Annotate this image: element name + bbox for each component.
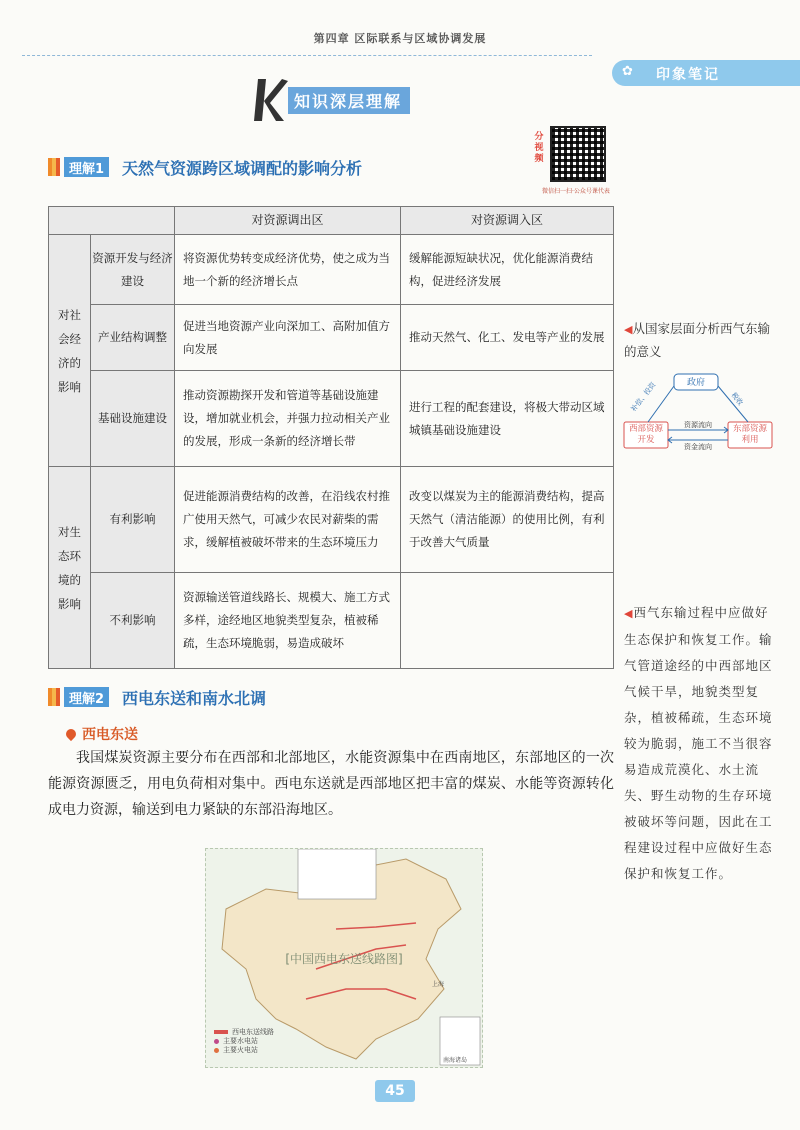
cell-in: 缓解能源短缺状况，优化能源消费结构，促进经济发展 bbox=[401, 235, 614, 305]
section-banner bbox=[250, 75, 420, 125]
side-note-2 bbox=[624, 600, 774, 887]
cell-in bbox=[401, 573, 614, 669]
qr-label: 分视频 bbox=[534, 132, 544, 164]
triangle-left-icon: ◀ bbox=[624, 607, 634, 620]
leaf-icon bbox=[64, 727, 78, 741]
cell-in: 进行工程的配套建设，将极大带动区域城镇基础设施建设 bbox=[401, 371, 614, 467]
page-number: 45 bbox=[375, 1080, 415, 1102]
row-label: 产业结构调整 bbox=[91, 305, 175, 371]
top-divider bbox=[22, 55, 592, 56]
legend-item: 主要水电站 bbox=[223, 1037, 258, 1045]
side-note-1 bbox=[624, 318, 774, 363]
table-corner bbox=[49, 207, 175, 235]
row-label: 资源开发与经济建设 bbox=[91, 235, 175, 305]
diagram-edge-right: 税收 bbox=[729, 391, 745, 407]
row-label: 基础设施建设 bbox=[91, 371, 175, 467]
qr-block[interactable] bbox=[532, 126, 612, 196]
row-label: 有利影响 bbox=[91, 467, 175, 573]
row-label: 不利影响 bbox=[91, 573, 175, 669]
group-label-economy: 对社会经济的影响 bbox=[49, 235, 91, 467]
section-title: 天然气资源跨区域调配的影响分析 bbox=[122, 159, 363, 178]
impact-table bbox=[48, 206, 614, 669]
subsection-title bbox=[66, 724, 138, 744]
flow-diagram bbox=[622, 372, 778, 452]
bird-icon: ✿ bbox=[622, 64, 633, 79]
cell-out: 资源输送管道线路长、规模大、施工方式多样，途经地区地貌类型复杂，植被稀疏，生态环境脆弱，易造成破坏 bbox=[175, 573, 401, 669]
legend-item: 主要火电站 bbox=[223, 1046, 258, 1054]
qr-code-icon[interactable] bbox=[550, 126, 606, 182]
section-tag: 理解1 bbox=[64, 157, 109, 177]
diagram-flow-resource: 资源流向 bbox=[684, 421, 712, 429]
side-note-1-text: 从国家层面分析西气东输的意义 bbox=[624, 321, 770, 359]
banner-title: 知识深层理解 bbox=[288, 87, 410, 114]
diagram-flow-capital: 资金流向 bbox=[684, 443, 712, 451]
section-heading-1 bbox=[48, 156, 468, 178]
map-place-label: 上海 bbox=[432, 981, 445, 988]
triangle-left-icon: ◀ bbox=[624, 323, 633, 336]
note-tab-label: 印象笔记 bbox=[656, 67, 720, 83]
cell-in: 改变以煤炭为主的能源消费结构，提高天然气（清洁能源）的使用比例，有利于改善大气质量 bbox=[401, 467, 614, 573]
qr-caption: 微信扫一扫·公众号课代表 bbox=[542, 188, 610, 195]
note-tab bbox=[612, 60, 800, 86]
cell-out: 将资源优势转变成经济优势，使之成为当地一个新的经济增长点 bbox=[175, 235, 401, 305]
body-paragraph: 我国煤炭资源主要分布在西部和北部地区，水能资源集中在西南地区，东部地区的一次能源资源匮乏，用电负荷相对集中。西电东送就是西部地区把丰富的煤炭、水能等资源转化成电力资源，输送到电力紧缺的东部沿海地区。 bbox=[48, 750, 614, 818]
diagram-node-gov: 政府 bbox=[686, 378, 705, 388]
diagram-edge-left: 补偿、投资 bbox=[629, 380, 658, 414]
cell-out: 促进当地资源产业向深加工、高附加值方向发展 bbox=[175, 305, 401, 371]
section-title: 西电东送和南水北调 bbox=[122, 689, 267, 708]
subsection-title-text: 西电东送 bbox=[82, 727, 138, 743]
cell-in: 推动天然气、化工、发电等产业的发展 bbox=[401, 305, 614, 371]
legend-item: 西电东送线路 bbox=[232, 1028, 274, 1036]
side-note-2-text: 西气东输过程中应做好生态保护和恢复工作。输气管道途经的中西部地区气候干旱，地貌类型复杂，植被稀疏，生态环境较为脆弱，施工不当很容易造成荒漠化、水土流失、野生动物的生存环境被破坏等问题，因此在工程建设过程中应做好生态保护和恢复工作。 bbox=[624, 605, 773, 881]
map-legend bbox=[214, 1028, 274, 1055]
group-label-ecology: 对生态环境的影响 bbox=[49, 467, 91, 669]
section-heading-2 bbox=[48, 686, 468, 708]
book-icon bbox=[48, 158, 60, 176]
chapter-title: 第四章 区际联系与区域协调发展 bbox=[313, 32, 487, 45]
book-icon bbox=[48, 688, 60, 706]
section-tag: 理解2 bbox=[64, 687, 109, 707]
col-header-in: 对资源调入区 bbox=[401, 207, 614, 235]
map-inset-label: 南海诸岛 bbox=[443, 1057, 468, 1064]
cell-out: 推动资源勘探开发和管道等基础设施建设，增加就业机会，并强力拉动相关产业的发展，形成一条新的经济增长带 bbox=[175, 371, 401, 467]
col-header-out: 对资源调出区 bbox=[175, 207, 401, 235]
diagram-node-west: 西部资源开发 bbox=[628, 424, 663, 445]
cell-out: 促进能源消费结构的改善，在沿线农村推广使用天然气，可减少农民对薪柴的需求，缓解植被破坏带来的生态环境压力 bbox=[175, 467, 401, 573]
map-placeholder: [中国西电东送线路图] bbox=[285, 951, 403, 966]
k-logo-icon bbox=[252, 75, 288, 125]
diagram-node-east: 东部资源利用 bbox=[732, 424, 767, 445]
